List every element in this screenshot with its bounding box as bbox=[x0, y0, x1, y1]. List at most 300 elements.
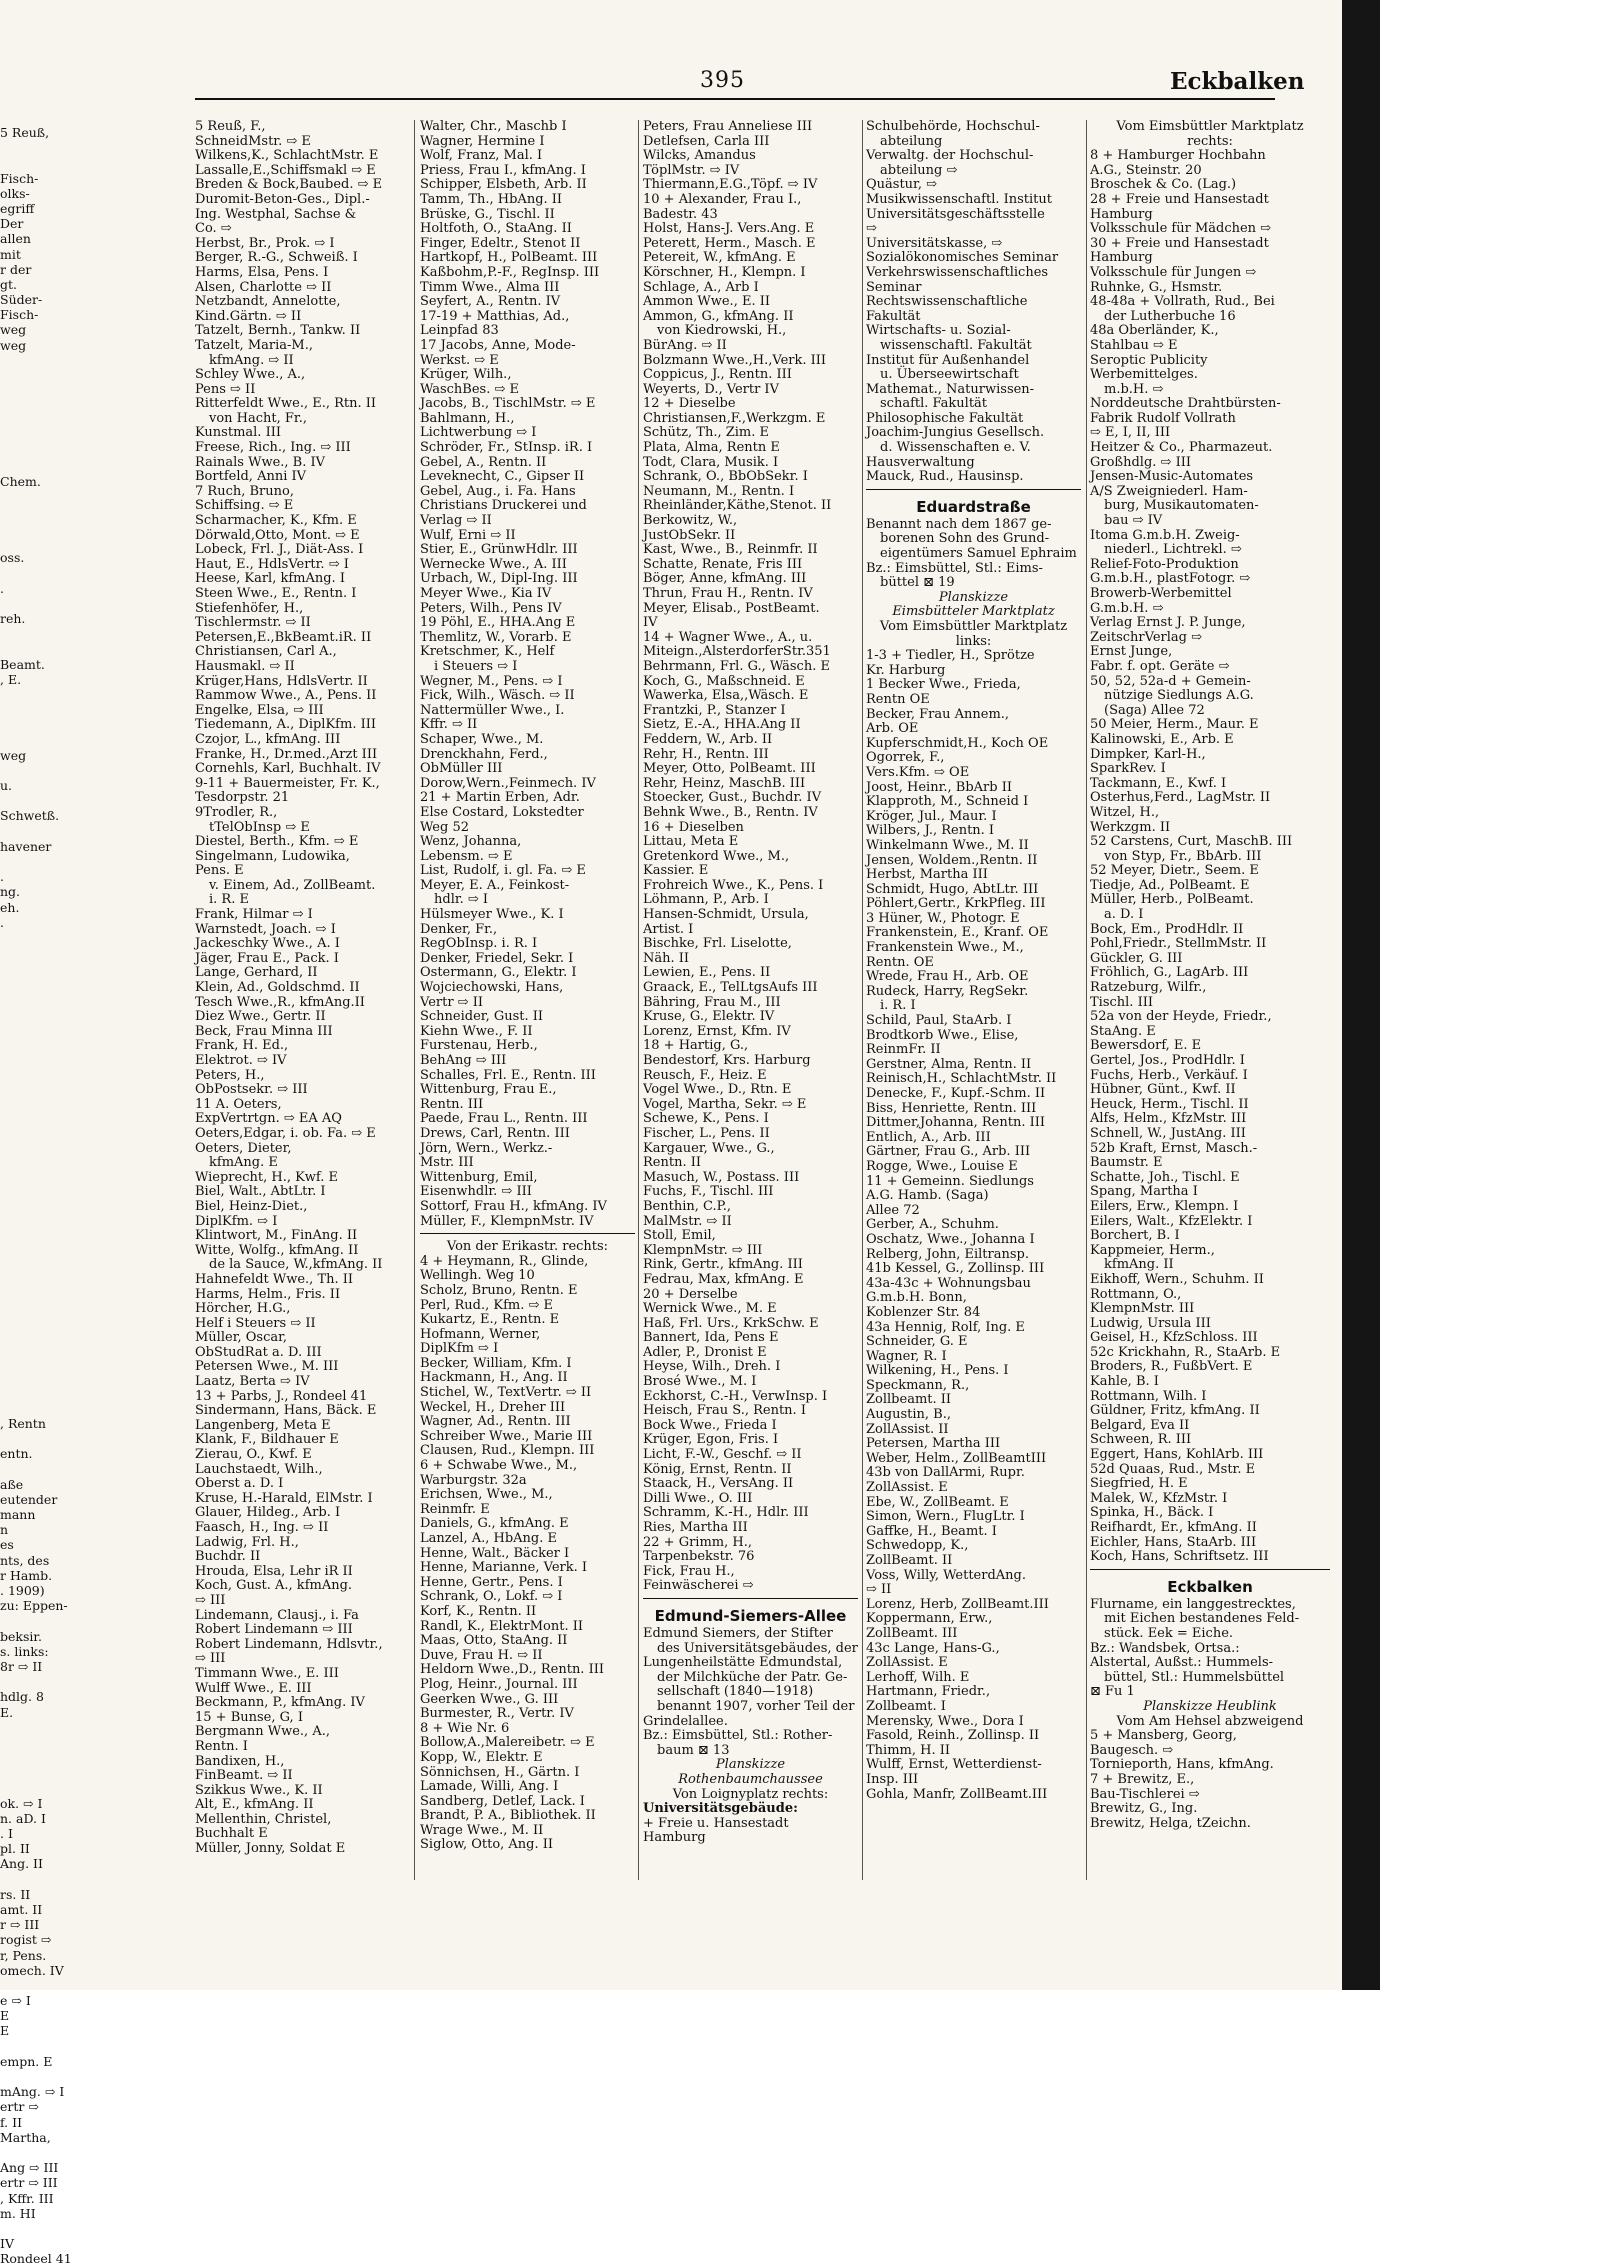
left-page-edge bbox=[0, 125, 80, 2266]
directory-entry-line: Haß, Frl. Urs., KrkSchw. E bbox=[643, 1315, 819, 1331]
left-page-fragment bbox=[0, 1006, 80, 1021]
left-page-fragment bbox=[0, 976, 80, 991]
directory-entry-line: eigentümers Samuel Ephraim bbox=[880, 546, 1077, 562]
directory-entry-line: Schnell, W., JustAng. III bbox=[1090, 1125, 1246, 1141]
directory-entry-line: Themlitz, W., Vorarb. E bbox=[420, 629, 572, 645]
directory-entry-line: Jörn, Wern., Werkz.- bbox=[420, 1140, 553, 1156]
directory-entry-line: Baumstr. E bbox=[1090, 1155, 1163, 1171]
left-page-fragment bbox=[0, 1249, 80, 1264]
directory-entry-line: Ratzeburg, Wilfr., bbox=[1090, 980, 1207, 996]
left-page-fragment: olks- bbox=[0, 185, 30, 201]
left-page-fragment: beksir. bbox=[0, 1628, 42, 1644]
directory-entry-line: Wegner, M., Pens. ⇨ I bbox=[420, 673, 563, 689]
left-page-fragment bbox=[0, 1294, 80, 1309]
directory-entry-line: 43c Lange, Hans-G., bbox=[866, 1640, 1000, 1656]
directory-entry-line: i Steuers ⇨ I bbox=[434, 658, 518, 674]
directory-entry-line: BürAng. ⇨ II bbox=[643, 337, 727, 353]
left-page-fragment bbox=[0, 1188, 80, 1203]
directory-entry-line: Schneider, G. E bbox=[866, 1334, 968, 1350]
directory-entry-line: 30 + Freie und Hansestadt bbox=[1090, 235, 1269, 251]
left-page-fragment bbox=[0, 687, 80, 702]
directory-entry-line: v. Einem, Ad., ZollBeamt. bbox=[209, 877, 376, 893]
directory-entry-line: 52 Carstens, Curt, MaschB. III bbox=[1090, 834, 1293, 850]
directory-entry-line: Petersen,E.,BkBeamt.iR. II bbox=[195, 629, 372, 645]
directory-entry-line: Sietz, E.-A., HHA.Ang II bbox=[643, 717, 801, 733]
left-page-fragment bbox=[0, 1386, 80, 1401]
directory-entry-line: Witte, Wolfg., kfmAng. II bbox=[195, 1242, 359, 1258]
directory-entry-line: Rehr, H., Rentn. III bbox=[643, 746, 769, 762]
left-page-fragment: Ang ⇨ III bbox=[0, 2160, 59, 2176]
directory-entry-line: Wagner, Hermine I bbox=[420, 133, 545, 149]
directory-entry-line: Lichtwerbung ⇨ I bbox=[420, 425, 537, 441]
directory-entry-line: Schröder, Fr., StInsp. iR. I bbox=[420, 440, 593, 456]
directory-entry-line: Geisel, H., KfzSchloss. III bbox=[1090, 1330, 1258, 1346]
directory-entry-line: FinBeamt. ⇨ II bbox=[195, 1768, 293, 1784]
directory-entry-line: Kaßbohm,P.-F., RegInsp. III bbox=[420, 264, 600, 280]
directory-entry-line: Cornehls, Karl, Buchhalt. IV bbox=[195, 761, 381, 777]
directory-entry-line: rechts: bbox=[1187, 133, 1233, 149]
left-page-fragment bbox=[0, 1203, 80, 1218]
left-page-fragment: . bbox=[0, 914, 4, 930]
directory-entry-line: Heese, Karl, kfmAng. I bbox=[195, 571, 345, 587]
directory-entry-line: Eilers, Erw., Klempn. I bbox=[1090, 1198, 1239, 1214]
left-page-fragment: amt. II bbox=[0, 1901, 43, 1917]
directory-entry-line: Fröhlich, G., LagArb. III bbox=[1090, 965, 1249, 981]
left-page-fragment: f. II bbox=[0, 2114, 23, 2130]
directory-entry-line: Bz.: Eimsbüttel, Stl.: Rother- bbox=[643, 1728, 833, 1744]
directory-entry-line: Klank, F., Bildhauer E bbox=[195, 1432, 339, 1448]
directory-entry-line: 15 + Bunse, G, I bbox=[195, 1709, 303, 1725]
directory-entry-line: 9-11 + Bauermeister, Fr. K., bbox=[195, 775, 380, 791]
directory-entry-line: Wagner, Ad., Rentn. III bbox=[420, 1414, 571, 1430]
directory-entry-line: Feinwäscherei ⇨ bbox=[643, 1578, 754, 1594]
directory-entry-line: 16 + Dieselben bbox=[643, 819, 744, 835]
directory-entry-line: ExpVertrtgn. ⇨ EA AQ bbox=[195, 1111, 342, 1127]
directory-entry-line: 8 + Wie Nr. 6 bbox=[420, 1720, 510, 1736]
directory-entry-line: Alsen, Charlotte ⇨ II bbox=[195, 279, 332, 295]
directory-entry-line: Ogorrek, F., bbox=[866, 750, 945, 766]
left-page-fragment bbox=[0, 1325, 80, 1340]
left-page-fragment bbox=[0, 1613, 80, 1628]
directory-entry-line: Buchhalt E bbox=[195, 1826, 268, 1842]
directory-entry-line: Zollbeamt. II bbox=[866, 1392, 952, 1408]
directory-entry-line: Plog, Heinr., Journal. III bbox=[420, 1676, 578, 1692]
column-divider bbox=[862, 120, 863, 1880]
directory-entry-line: Pohl,Friedr., StellmMstr. II bbox=[1090, 936, 1267, 952]
directory-entry-line: Miteign.,AlsterdorferStr.351 bbox=[643, 644, 831, 660]
left-page-fragment: nts, des bbox=[0, 1552, 50, 1568]
directory-entry-line: Lorenz, Herb, ZollBeamt.III bbox=[866, 1596, 1049, 1612]
left-page-fragment bbox=[0, 930, 80, 945]
left-page-fragment: eutender bbox=[0, 1491, 58, 1507]
directory-entry-line: Thrun, Frau H., Rentn. IV bbox=[643, 586, 813, 601]
directory-entry-line: Timm Wwe., Alma III bbox=[420, 279, 560, 295]
left-page-fragment bbox=[0, 1462, 80, 1477]
directory-entry-line: u. Überseewirtschaft bbox=[880, 367, 1019, 383]
directory-entry-line: Dimpker, Karl-H., bbox=[1090, 746, 1206, 762]
directory-entry-line: Belgard, Eva II bbox=[1090, 1417, 1190, 1433]
directory-entry-line: benannt 1907, vorher Teil der bbox=[657, 1698, 855, 1714]
directory-entry-line: 8 + Hamburger Hochbahn bbox=[1090, 148, 1266, 164]
directory-entry-line: büttel, Stl.: Hummelsbüttel bbox=[1104, 1669, 1285, 1685]
directory-entry-line: Netzbandt, Annelotte, bbox=[195, 294, 341, 310]
directory-entry-line: stück. Eek = Eiche. bbox=[1104, 1625, 1234, 1641]
directory-entry-line: Edmund Siemers, der Stifter bbox=[643, 1625, 833, 1641]
directory-entry-line: Weg 52 bbox=[420, 819, 469, 835]
directory-entry-line: Werkzgm. II bbox=[1090, 819, 1171, 835]
directory-entry-line: Grindelallee. bbox=[643, 1713, 728, 1729]
directory-entry-line: Coppicus, J., Rentn. III bbox=[643, 367, 792, 383]
directory-entry-line: A/S Zweigniederl. Ham- bbox=[1090, 483, 1248, 499]
directory-entry-line: 10 + Alexander, Frau I., bbox=[643, 191, 802, 207]
directory-entry-line: Planskizze bbox=[938, 589, 1009, 605]
directory-entry-line: Zierau, O., Kwf. E bbox=[195, 1447, 312, 1463]
directory-entry-line: Langenberg, Meta E bbox=[195, 1417, 331, 1433]
directory-entry-line: Fakultät bbox=[866, 308, 921, 324]
directory-entry-line: Benthin, C.P., bbox=[643, 1198, 732, 1214]
directory-entry-line: 12 + Dieselbe bbox=[643, 396, 736, 412]
left-page-fragment bbox=[0, 1036, 80, 1051]
left-page-fragment bbox=[0, 1279, 80, 1294]
directory-entry-line: Gebel, Aug., i. Fa. Hans bbox=[420, 483, 576, 499]
directory-entry-line: 7 + Brewitz, E., bbox=[1090, 1771, 1195, 1787]
directory-entry-line: Malek, W., KfzMstr. I bbox=[1090, 1490, 1228, 1506]
directory-entry-line: Clausen, Rud., Klempn. III bbox=[420, 1443, 595, 1459]
directory-entry-line: Christiansen, Carl A., bbox=[195, 644, 337, 660]
directory-entry-line: KlempnMstr. ⇨ III bbox=[643, 1242, 763, 1258]
directory-entry-line: Schneider, Gust. II bbox=[420, 1009, 544, 1025]
left-page-fragment: hdlg. 8 bbox=[0, 1689, 44, 1705]
section-rule bbox=[866, 489, 1081, 496]
directory-entry-line: Vogel Wwe., D., Rtn. E bbox=[643, 1082, 792, 1098]
left-page-fragment bbox=[0, 1097, 80, 1112]
directory-entry-line: Warburgstr. 32a bbox=[420, 1472, 527, 1488]
directory-entry-line: Ernst Junge, bbox=[1090, 644, 1173, 660]
directory-entry-line: Vers.Kfm. ⇨ OE bbox=[866, 764, 970, 780]
left-page-fragment: weg bbox=[0, 322, 27, 338]
directory-entry-line: Verlag Ernst J. P. Junge, bbox=[1090, 615, 1246, 631]
left-page-fragment: havener bbox=[0, 838, 52, 854]
left-page-fragment bbox=[0, 140, 80, 155]
left-page-fragment bbox=[0, 398, 80, 413]
directory-entry-line: Broders, R., FußbVert. E bbox=[1090, 1359, 1253, 1375]
directory-entry-line: Bolzmann Wwe.,H.,Verk. III bbox=[643, 352, 827, 368]
directory-entry-line: Fischer, L., Pens. II bbox=[643, 1125, 770, 1141]
left-page-fragment: m. HI bbox=[0, 2205, 36, 2221]
directory-entry-line: Krüger, Wilh., bbox=[420, 367, 512, 383]
directory-entry-line: Warnstedt, Joach. ⇨ I bbox=[195, 921, 336, 937]
directory-entry-line: Schipper, Elsbeth, Arb. II bbox=[420, 177, 587, 193]
directory-entry-line: Koch, Hans, Schriftsetz. III bbox=[1090, 1549, 1269, 1565]
directory-entry-line: Bortfeld, Anni IV bbox=[195, 469, 307, 485]
directory-entry-line: 4 + Heymann, R., Glinde, bbox=[420, 1253, 589, 1269]
directory-entry-line: Bandixen, H., bbox=[195, 1753, 285, 1769]
directory-entry-line: Ostermann, G., Elektr. I bbox=[420, 965, 577, 981]
directory-entry-line: Diez Wwe., Gertr. II bbox=[195, 1009, 326, 1025]
directory-entry-line: Buchdr. II bbox=[195, 1549, 261, 1565]
directory-entry-line: Klintwort, M., FinAng. II bbox=[195, 1228, 358, 1244]
directory-entry-line: Philosophische Fakultät bbox=[866, 410, 1024, 426]
left-page-fragment bbox=[0, 1355, 80, 1370]
left-page-fragment bbox=[0, 945, 80, 960]
directory-entry-line: Peters, Wilh., Pens IV bbox=[420, 600, 562, 616]
directory-entry-line: Tischlermstr. ⇨ II bbox=[195, 615, 311, 631]
left-page-fragment bbox=[0, 2039, 80, 2054]
directory-entry-line: Winkelmann Wwe., M. II bbox=[866, 837, 1029, 853]
left-page-fragment bbox=[0, 1720, 80, 1735]
left-page-fragment bbox=[0, 1431, 80, 1446]
directory-entry-line: Sindermann, Hans, Bäck. E bbox=[195, 1403, 377, 1419]
directory-entry-line: Großhdlg. ⇨ III bbox=[1090, 454, 1191, 470]
left-page-fragment: ertr ⇨ bbox=[0, 2099, 39, 2115]
directory-entry-line: Else Costard, Lokstedter bbox=[420, 804, 584, 820]
directory-entry-line: Benannt nach dem 1867 ge- bbox=[866, 516, 1052, 532]
left-page-fragment: mit bbox=[0, 246, 21, 262]
directory-entry-line: Wittenburg, Frau E., bbox=[420, 1082, 557, 1098]
directory-entry-line: Fuchs, Herb., Verkäuf. I bbox=[1090, 1067, 1248, 1083]
directory-entry-line: Kopp, W., Elektr. E bbox=[420, 1749, 543, 1765]
directory-entry-line: (Saga) Allee 72 bbox=[1104, 702, 1205, 718]
directory-entry-line: Tatzelt, Bernh., Tankw. II bbox=[195, 323, 361, 339]
directory-entry-line: Schütz, Th., Zim. E bbox=[643, 425, 769, 441]
directory-entry-line: Koch, G., Maßschneid. E bbox=[643, 673, 805, 689]
directory-entry-line: Pens. E bbox=[195, 863, 244, 879]
directory-entry-line: 52a von der Heyde, Friedr., bbox=[1090, 1009, 1272, 1025]
directory-entry-line: Duromit-Beton-Ges., Dipl.- bbox=[195, 191, 370, 207]
directory-entry-line: Baugesch. ⇨ bbox=[1090, 1742, 1174, 1758]
left-page-fragment: reh. bbox=[0, 611, 26, 626]
directory-entry-line: Drenckhahn, Ferd., bbox=[420, 746, 548, 762]
left-page-fragment bbox=[0, 702, 80, 717]
directory-entry-line: Ebe, W., ZollBeamt. E bbox=[866, 1494, 1009, 1510]
directory-entry-line: Bahlmann, H., bbox=[420, 410, 515, 426]
directory-entry-line: Peterett, Herm., Masch. E bbox=[643, 235, 816, 251]
directory-entry-line: kfmAng. E bbox=[209, 1155, 278, 1171]
left-page-fragment bbox=[0, 1082, 80, 1097]
left-page-fragment: empn. E bbox=[0, 2053, 53, 2069]
directory-entry-line: Seroptic Publicity bbox=[1090, 352, 1208, 368]
directory-entry-line: d. Wissenschaften e. V. bbox=[880, 440, 1031, 456]
directory-entry-line: büttel ⊠ 19 bbox=[880, 575, 955, 591]
left-page-fragment: s. links: bbox=[0, 1643, 49, 1659]
directory-entry-line: Bock, Em., ProdHdlr. II bbox=[1090, 921, 1244, 937]
directory-entry-line: Duve, Frau H. ⇨ II bbox=[420, 1647, 543, 1663]
directory-entry-line: 52b Kraft, Ernst, Masch.- bbox=[1090, 1140, 1258, 1156]
directory-entry-line: wissenschaftl. Fakultät bbox=[880, 337, 1032, 353]
left-page-fragment: Beamt. bbox=[0, 656, 45, 672]
directory-entry-line: Meyer Wwe., Kia IV bbox=[420, 586, 552, 601]
directory-entry-line: Sozialökonomisches Seminar bbox=[866, 250, 1059, 266]
directory-entry-line: Robert Lindemann, Hdlsvtr., bbox=[195, 1636, 383, 1652]
directory-entry-line: Kr. Harburg bbox=[866, 662, 946, 678]
directory-entry-line: 43b von DallArmi, Rupr. bbox=[866, 1465, 1025, 1481]
directory-entry-line: Hofmann, Werner, bbox=[420, 1326, 541, 1342]
directory-entry-line: Schmidt, Hugo, AbtLtr. III bbox=[866, 881, 1039, 897]
directory-entry-line: Schaper, Wwe., M. bbox=[420, 731, 544, 747]
directory-entry-line: Bock Wwe., Frieda I bbox=[643, 1417, 777, 1433]
directory-entry-line: Broschek & Co. (Lag.) bbox=[1090, 177, 1237, 193]
directory-entry-line: Reifhardt, Er., kfmAng. II bbox=[1090, 1520, 1257, 1535]
directory-entry-line: Seminar bbox=[866, 279, 922, 295]
directory-entry-line: Hülsmeyer Wwe., K. I bbox=[420, 907, 564, 923]
directory-entry-line: Petersen Wwe., M. III bbox=[195, 1359, 339, 1375]
directory-entry-line: Entlich, A., Arb. III bbox=[866, 1129, 991, 1145]
directory-entry-line: Meyer, E. A., Feinkost- bbox=[420, 877, 570, 893]
left-page-fragment bbox=[0, 1051, 80, 1066]
directory-entry-line: Planskizze Heublink bbox=[1143, 1698, 1277, 1714]
directory-entry-line: Wernick Wwe., M. E bbox=[643, 1301, 777, 1317]
directory-entry-line: von Hacht, Fr., bbox=[209, 410, 307, 426]
directory-entry-line: Herbst, Br., Prok. ⇨ I bbox=[195, 235, 335, 251]
left-page-fragment bbox=[0, 717, 80, 732]
directory-entry-line: Wojciechowski, Hans, bbox=[420, 980, 564, 996]
left-page-fragment bbox=[0, 383, 80, 398]
directory-entry-line: Spang, Martha I bbox=[1090, 1184, 1198, 1200]
directory-entry-line: 11 + Gemeinn. Siedlungs bbox=[866, 1173, 1034, 1189]
directory-entry-line: Frantzki, P., Stanzer I bbox=[643, 702, 786, 718]
directory-entry-line: nützige Siedlungs A.G. bbox=[1104, 688, 1254, 704]
directory-entry-line: Joost, Heinr., BbArb II bbox=[866, 779, 1012, 795]
directory-entry-line: Rink, Gertr., kfmAng. III bbox=[643, 1257, 803, 1273]
directory-entry-line: Hübner, Günt., Kwf. II bbox=[1090, 1082, 1236, 1098]
left-page-fragment bbox=[0, 1735, 80, 1750]
directory-entry-line: Löhmann, P., Arb. I bbox=[643, 892, 769, 908]
directory-entry-line: Gaffke, H., Beamt. I bbox=[866, 1523, 997, 1539]
left-page-fragment bbox=[0, 991, 80, 1006]
left-page-fragment: Martha, bbox=[0, 2129, 51, 2145]
left-page-fragment bbox=[0, 1112, 80, 1127]
directory-entry-line: Feddern, W., Arb. II bbox=[643, 731, 773, 747]
directory-entry-line: Koblenzer Str. 84 bbox=[866, 1304, 981, 1320]
directory-entry-line: TöplMstr. ⇨ IV bbox=[643, 162, 740, 178]
left-page-fragment: weg bbox=[0, 337, 27, 353]
directory-entry-line: Geerken Wwe., G. III bbox=[420, 1691, 559, 1707]
directory-entry-line: kfmAng. II bbox=[1104, 1257, 1174, 1273]
directory-entry-line: Koppermann, Erw., bbox=[866, 1611, 993, 1627]
directory-entry-line: hdlr. ⇨ I bbox=[434, 892, 489, 908]
directory-entry-line: Walter, Chr., Maschb I bbox=[420, 119, 567, 134]
directory-entry-line: Stahlbau ⇨ E bbox=[1090, 337, 1178, 353]
directory-entry-line: Voss, Willy, WetterdAng. bbox=[866, 1567, 1027, 1583]
directory-entry-line: Quästur, ⇨ bbox=[866, 177, 937, 193]
left-page-fragment bbox=[0, 960, 80, 975]
left-page-fragment bbox=[0, 1780, 80, 1795]
left-page-fragment: E bbox=[0, 2023, 10, 2039]
left-page-fragment: , Rentn bbox=[0, 1415, 46, 1431]
left-page-fragment: 5 Reuß, bbox=[0, 125, 50, 140]
directory-entry-line: Biel, Walt., AbtLtr. I bbox=[195, 1184, 326, 1200]
directory-entry-line: RegObInsp. i. R. I bbox=[420, 936, 538, 952]
directory-entry-line: Czojor, L., kfmAng. III bbox=[195, 731, 341, 747]
directory-entry-line: abteilung bbox=[880, 133, 943, 149]
directory-entry-line: 21 + Martin Erben, Adr. bbox=[420, 790, 580, 806]
directory-entry-line: Mathemat., Naturwissen- bbox=[866, 381, 1035, 397]
left-page-fragment: Schwetß. bbox=[0, 808, 60, 824]
directory-entry-line: Frankenstein Wwe., M., bbox=[866, 940, 1024, 956]
directory-entry-line: Klein, Ad., Goldschmd. II bbox=[195, 980, 360, 996]
directory-entry-line: Volksschule für Jungen ⇨ bbox=[1090, 264, 1257, 280]
directory-entry-line: Bendestorf, Krs. Harburg bbox=[643, 1053, 811, 1068]
directory-entry-line: 1-3 + Tiedler, H., Sprötze bbox=[866, 648, 1035, 664]
directory-entry-line: Staack, H., VersAng. II bbox=[643, 1476, 794, 1492]
column-4 bbox=[866, 120, 1081, 1802]
directory-entry-line: Biel, Heinz-Diet., bbox=[195, 1198, 308, 1214]
left-page-fragment bbox=[0, 505, 80, 520]
directory-entry-line: Beck, Frau Minna III bbox=[195, 1023, 333, 1039]
directory-entry-line: Wrede, Frau H., Arb. OE bbox=[866, 969, 1029, 985]
directory-entry-line: Näh. II bbox=[643, 950, 690, 966]
column-1 bbox=[195, 120, 410, 1857]
directory-entry-line: Mellenthin, Christel, bbox=[195, 1811, 332, 1827]
directory-entry-line: Frankenstein, E., Kranf. OE bbox=[866, 925, 1049, 941]
directory-entry-line: Behrmann, Frl. G., Wäsch. E bbox=[643, 658, 830, 674]
directory-entry-line: Kretschmer, K., Helf bbox=[420, 644, 555, 660]
left-page-fragment bbox=[0, 1173, 80, 1188]
directory-entry-line: Ries, Martha III bbox=[643, 1520, 748, 1535]
left-page-fragment: entn. bbox=[0, 1446, 33, 1462]
directory-entry-line: Peters, H., bbox=[195, 1067, 265, 1083]
directory-entry-line: Tesdorpstr. 21 bbox=[195, 790, 290, 806]
directory-entry-line: Bischke, Frl. Liselotte, bbox=[643, 936, 792, 952]
directory-entry-line: G.m.b.H. Bonn, bbox=[866, 1290, 967, 1306]
directory-entry-line: Tiedje, Ad., PolBeamt. E bbox=[1090, 877, 1250, 893]
directory-entry-line: Reusch, F., Heiz. E bbox=[643, 1067, 767, 1083]
left-page-fragment bbox=[0, 1234, 80, 1249]
directory-entry-line: 3 Hüner, W., Photogr. E bbox=[866, 910, 1020, 926]
directory-entry-line: JustObSekr. II bbox=[643, 527, 736, 543]
left-page-fragment: rogist ⇨ bbox=[0, 1932, 52, 1948]
directory-entry-line: 28 + Freie und Hansestadt bbox=[1090, 191, 1269, 207]
left-page-fragment: Rondeel 41 bbox=[0, 2251, 72, 2266]
directory-entry-line: Robert Lindemann ⇨ III bbox=[195, 1622, 353, 1638]
directory-entry-line: ObStudRat a. D. III bbox=[195, 1344, 322, 1360]
directory-entry-line: Berger, R.-G., Schweiß. I bbox=[195, 250, 358, 266]
directory-entry-line: Itoma G.m.b.H. Zweig- bbox=[1090, 527, 1240, 543]
directory-entry-line: Eisenwhdlr. ⇨ III bbox=[420, 1184, 532, 1200]
directory-entry-line: Pens ⇨ II bbox=[195, 381, 256, 397]
directory-entry-line: 18 + Hartig, G., bbox=[643, 1038, 749, 1054]
directory-entry-line: Adler, P., Dronist E bbox=[643, 1344, 767, 1360]
directory-entry-line: Norddeutsche Drahtbürsten- bbox=[1090, 396, 1281, 412]
left-page-fragment bbox=[0, 490, 80, 505]
left-page-fragment bbox=[0, 565, 80, 580]
directory-entry-line: 50 Meier, Herm., Maur. E bbox=[1090, 717, 1259, 733]
directory-entry-line: Wulff, Ernst, Wetterdienst- bbox=[866, 1757, 1042, 1773]
directory-entry-line: Institut für Außenhandel bbox=[866, 352, 1030, 368]
left-page-fragment bbox=[0, 1143, 80, 1158]
left-page-fragment: , Kffr. III bbox=[0, 2190, 54, 2206]
directory-entry-line: Rentn. II bbox=[643, 1155, 701, 1171]
directory-entry-line: Schatte, Joh., Tischl. E bbox=[1090, 1169, 1240, 1185]
directory-entry-line: Bewersdorf, E. E bbox=[1090, 1038, 1202, 1054]
directory-entry-line: Schatte, Renate, Fris III bbox=[643, 556, 803, 572]
directory-entry-line: Lewien, E., Pens. II bbox=[643, 965, 771, 981]
directory-entry-line: Rottmann, O., bbox=[1090, 1286, 1182, 1302]
directory-entry-line: Littau, Meta E bbox=[643, 834, 739, 850]
left-page-fragment: ng. bbox=[0, 884, 21, 900]
directory-entry-line: Lange, Gerhard, II bbox=[195, 965, 318, 981]
directory-entry-line: Masuch, W., Postass. III bbox=[643, 1169, 800, 1185]
directory-entry-line: Zollbeamt. I bbox=[866, 1698, 946, 1714]
left-page-fragment bbox=[0, 1750, 80, 1765]
directory-entry-line: Schewe, K., Pens. I bbox=[643, 1111, 769, 1127]
directory-entry-line: Dorow,Wern.,Feinmech. IV bbox=[420, 775, 596, 791]
directory-entry-line: Schween, R. III bbox=[1090, 1432, 1192, 1448]
directory-entry-line: SparkRev. I bbox=[1090, 761, 1166, 777]
left-page-fragment bbox=[0, 626, 80, 641]
directory-entry-line: Rottmann, Wilh. I bbox=[1090, 1388, 1207, 1404]
left-page-fragment: mann bbox=[0, 1507, 36, 1523]
